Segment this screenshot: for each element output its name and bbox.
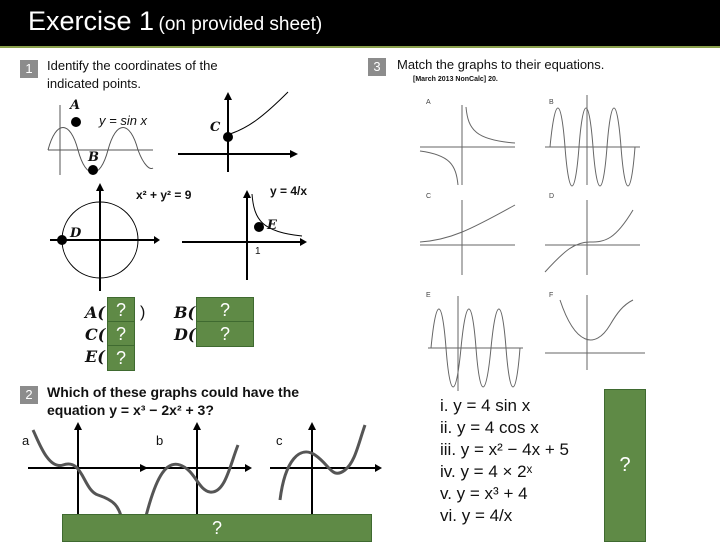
- equation-v: v. y = x³ + 4: [440, 484, 528, 503]
- thumb-e-label: E: [426, 292, 431, 299]
- row-c-label: C(: [85, 325, 106, 344]
- q3-badge: 3: [368, 58, 386, 76]
- label-a: A: [70, 98, 81, 113]
- answer-b-box[interactable]: ?: [196, 297, 254, 323]
- answer-e-box[interactable]: ?: [107, 345, 135, 371]
- thumb-b-label: B: [549, 99, 554, 106]
- answer-a-box[interactable]: ?: [107, 297, 135, 323]
- q3-reference: [March 2013 NonCalc] 20.: [413, 76, 498, 83]
- equation-i: i. y = 4 sin x: [440, 396, 531, 415]
- row-a-label: A(: [85, 303, 105, 322]
- thumb-e-graph: [428, 296, 528, 391]
- label-c: C: [210, 120, 221, 135]
- page-title: [28, 6, 322, 37]
- thumb-f-graph: [545, 295, 645, 370]
- label-d: D: [70, 226, 82, 241]
- thumb-a-graph: [420, 105, 520, 185]
- q1-text-line2: indicated points.: [47, 76, 141, 91]
- thumb-f-label: F: [549, 292, 554, 299]
- q1-badge: 1: [20, 60, 38, 78]
- label-e: E: [267, 218, 277, 233]
- thumb-c-graph: [420, 200, 520, 275]
- title-main: Exercise 1: [28, 6, 155, 36]
- equation-ii: ii. y = 4 cos x: [440, 418, 539, 437]
- equation-vi: vi. y = 4/x: [440, 506, 513, 525]
- title-sub: (on provided sheet): [158, 14, 323, 35]
- sinx-label: y = sin x: [99, 113, 148, 128]
- thumb-a-label: A: [426, 99, 431, 106]
- title-divider: [0, 46, 720, 48]
- equation-list: [440, 396, 569, 528]
- row-e-label: E(: [85, 347, 105, 366]
- option-c-label: c: [276, 433, 283, 448]
- q2-text-line1: Which of these graphs could have the: [47, 384, 300, 400]
- point-c-marker: [223, 132, 233, 142]
- q3-answer-box[interactable]: ?: [604, 389, 646, 542]
- thumb-b-graph: [545, 95, 645, 175]
- tick-one: 1: [255, 246, 261, 257]
- exp-graph: [178, 92, 298, 172]
- answer-d-box[interactable]: ?: [196, 321, 254, 347]
- row-a-close: ): [140, 304, 146, 321]
- q2-text-line2: equation y = x³ − 2x² + 3?: [47, 402, 214, 418]
- sinx-graph: [48, 100, 158, 180]
- answer-c-box[interactable]: ?: [107, 321, 135, 347]
- equation-iii: iii. y = x² − 4x + 5: [440, 440, 569, 459]
- label-b: B: [88, 150, 99, 165]
- point-e-marker: [254, 222, 264, 232]
- q1-text: [47, 57, 218, 93]
- equation-iv: iv. y = 4 × 2ˣ: [440, 462, 533, 481]
- thumb-c-label: C: [426, 193, 432, 200]
- q2-text: [47, 383, 299, 419]
- point-d-marker: [57, 235, 67, 245]
- circle-equation: x² + y² = 9: [136, 188, 192, 202]
- q2-answer-box[interactable]: ?: [62, 514, 372, 542]
- q2-badge: 2: [20, 386, 38, 404]
- point-a-marker: [71, 117, 81, 127]
- row-b-label: B(: [174, 303, 196, 322]
- reciprocal-equation: y = 4/x: [270, 184, 308, 198]
- reciprocal-graph: [182, 190, 307, 280]
- option-b-label: b: [156, 433, 164, 448]
- option-a-label: a: [22, 433, 30, 448]
- title-bar: [0, 0, 720, 46]
- q1-text-line1: Identify the coordinates of the: [47, 58, 218, 73]
- q3-text: Match the graphs to their equations.: [397, 57, 605, 72]
- point-b-marker: [88, 165, 98, 175]
- thumb-d-graph: [545, 200, 645, 275]
- thumb-d-label: D: [549, 193, 555, 200]
- row-d-label: D(: [174, 325, 196, 344]
